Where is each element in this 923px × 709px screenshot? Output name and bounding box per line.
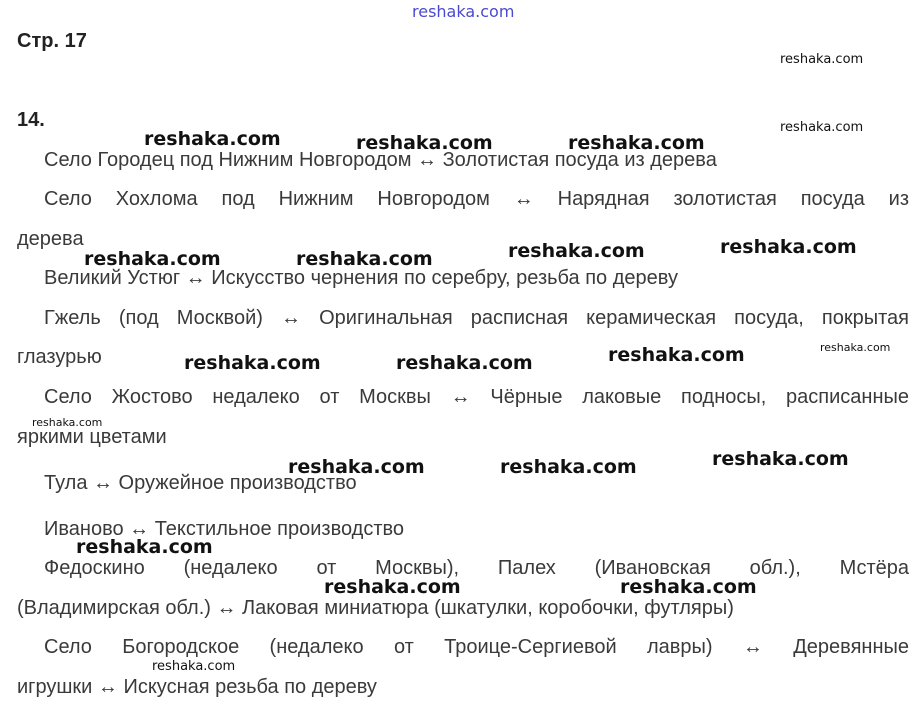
watermark: reshaka.com bbox=[720, 236, 857, 258]
watermark: reshaka.com bbox=[412, 2, 515, 21]
text-line-4: Великий Устюг ↔ Искусство чернения по серебру, резьба по дереву bbox=[44, 267, 678, 289]
watermark: reshaka.com bbox=[144, 128, 281, 150]
watermark: reshaka.com bbox=[396, 352, 533, 374]
watermark: reshaka.com bbox=[32, 416, 103, 429]
watermark: reshaka.com bbox=[780, 52, 864, 67]
watermark: reshaka.com bbox=[324, 576, 461, 598]
watermark: reshaka.com bbox=[184, 352, 321, 374]
page-header: Стр. 17 bbox=[17, 30, 87, 52]
text-line-12: (Владимирская обл.) ↔ Лаковая миниатюра (шкатулки, коробочки, футляры) bbox=[17, 597, 734, 619]
watermark: reshaka.com bbox=[620, 576, 757, 598]
task-number: 14. bbox=[17, 109, 45, 131]
text-line-8: яркими цветами bbox=[17, 426, 167, 448]
text-line-7: Село Жостово недалеко от Москвы ↔ Чёрные лаковые подносы, расписанные bbox=[44, 386, 909, 408]
watermark: reshaka.com bbox=[356, 132, 493, 154]
text-line-14: игрушки ↔ Искусная резьба по дереву bbox=[17, 676, 377, 698]
watermark: reshaka.com bbox=[712, 448, 849, 470]
watermark: reshaka.com bbox=[76, 536, 213, 558]
watermark: reshaka.com bbox=[608, 344, 745, 366]
watermark: reshaka.com bbox=[288, 456, 425, 478]
watermark: reshaka.com bbox=[780, 120, 864, 135]
text-line-6: глазурью bbox=[17, 346, 102, 368]
text-line-11: Федоскино (недалеко от Москвы), Палех (Ивановская обл.), Мстёра bbox=[44, 557, 909, 579]
text-line-1: Село Городец под Нижним Новгородом ↔ Золотистая посуда из дерева bbox=[44, 149, 717, 171]
watermark: reshaka.com bbox=[84, 248, 221, 270]
watermark: reshaka.com bbox=[568, 132, 705, 154]
text-line-5: Гжель (под Москвой) ↔ Оригинальная расписная керамическая посуда, покрытая bbox=[44, 307, 909, 329]
watermark: reshaka.com bbox=[296, 248, 433, 270]
text-line-3: дерева bbox=[17, 228, 84, 250]
watermark: reshaka.com bbox=[820, 341, 891, 354]
watermark: reshaka.com bbox=[508, 240, 645, 262]
text-line-9: Тула ↔ Оружейное производство bbox=[44, 472, 357, 494]
text-line-13: Село Богородское (недалеко от Троице-Сергиевой лавры) ↔ Деревянные bbox=[44, 636, 909, 658]
text-line-10: Иваново ↔ Текстильное производство bbox=[44, 518, 405, 540]
text-line-2: Село Хохлома под Нижним Новгородом ↔ Нарядная золотистая посуда из bbox=[44, 188, 909, 210]
watermark: reshaka.com bbox=[500, 456, 637, 478]
watermark: reshaka.com bbox=[152, 659, 236, 674]
